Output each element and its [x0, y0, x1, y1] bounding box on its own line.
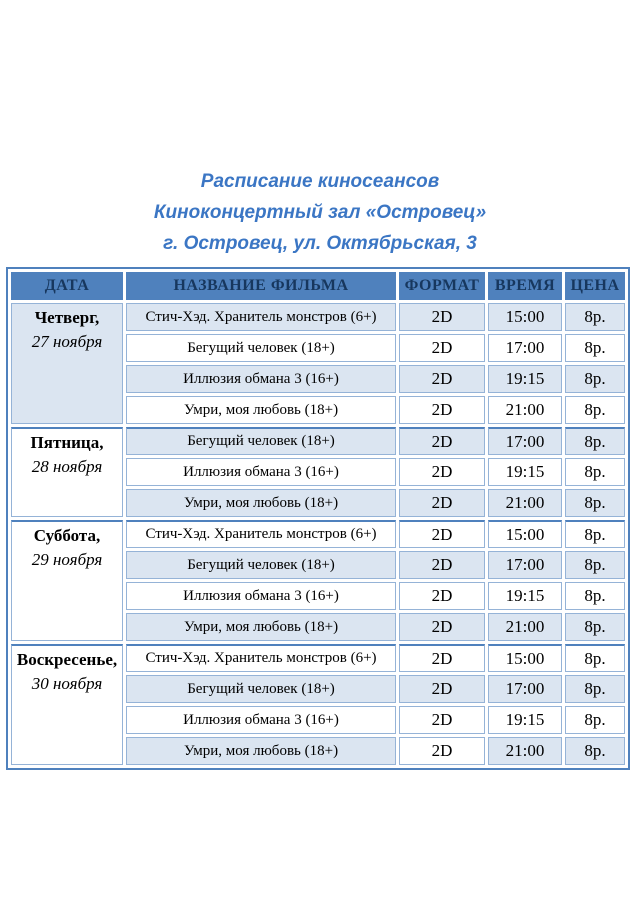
- format-cell: 2D: [399, 365, 485, 393]
- price-cell: 8р.: [565, 396, 625, 424]
- time-cell: 17:00: [488, 551, 562, 579]
- format-cell: 2D: [399, 551, 485, 579]
- price-cell: 8р.: [565, 551, 625, 579]
- film-title-cell: Умри, моя любовь (18+): [126, 737, 396, 765]
- time-cell: 15:00: [488, 644, 562, 672]
- day-date: 29 ноября: [31, 550, 103, 569]
- film-title-cell: Иллюзия обмана 3 (16+): [126, 458, 396, 486]
- column-header-film: НАЗВАНИЕ ФИЛЬМА: [126, 272, 396, 300]
- time-cell: 21:00: [488, 489, 562, 517]
- day-date: 27 ноября: [31, 332, 103, 351]
- film-title-cell: Иллюзия обмана 3 (16+): [126, 582, 396, 610]
- format-cell: 2D: [399, 675, 485, 703]
- day-name: Воскресенье,: [16, 650, 118, 669]
- show-row: [11, 644, 625, 672]
- format-cell: 2D: [399, 644, 485, 672]
- schedule-table-body: [11, 303, 625, 765]
- price-cell: 8р.: [565, 675, 625, 703]
- film-title-cell: Умри, моя любовь (18+): [126, 396, 396, 424]
- price-cell: 8р.: [565, 644, 625, 672]
- time-cell: 19:15: [488, 706, 562, 734]
- time-cell: 19:15: [488, 582, 562, 610]
- film-title-cell: Умри, моя любовь (18+): [126, 489, 396, 517]
- film-title-cell: Умри, моя любовь (18+): [126, 613, 396, 641]
- format-cell: 2D: [399, 520, 485, 548]
- time-cell: 17:00: [488, 675, 562, 703]
- format-cell: 2D: [399, 737, 485, 765]
- title-line-address: г. Островец, ул. Октябрьская, 3: [163, 233, 477, 254]
- time-cell: 19:15: [488, 458, 562, 486]
- time-cell: 15:00: [488, 520, 562, 548]
- format-cell: 2D: [399, 582, 485, 610]
- date-cell: [11, 644, 123, 765]
- show-row: [11, 427, 625, 455]
- date-cell: [11, 303, 123, 424]
- time-cell: 19:15: [488, 365, 562, 393]
- price-cell: 8р.: [565, 582, 625, 610]
- show-row: [11, 303, 625, 331]
- price-cell: 8р.: [565, 520, 625, 548]
- title-line-schedule: Расписание киносеансов: [200, 171, 440, 192]
- format-cell: 2D: [399, 613, 485, 641]
- show-row: [11, 520, 625, 548]
- film-title-cell: Иллюзия обмана 3 (16+): [126, 365, 396, 393]
- price-cell: 8р.: [565, 303, 625, 331]
- film-title-cell: Бегущий человек (18+): [126, 675, 396, 703]
- schedule-table: [6, 267, 630, 770]
- time-cell: 21:00: [488, 396, 562, 424]
- price-cell: 8р.: [565, 706, 625, 734]
- time-cell: 17:00: [488, 334, 562, 362]
- price-cell: 8р.: [565, 489, 625, 517]
- price-cell: 8р.: [565, 427, 625, 455]
- time-cell: 21:00: [488, 613, 562, 641]
- film-title-cell: Стич-Хэд. Хранитель монстров (6+): [126, 520, 396, 548]
- film-title-cell: Бегущий человек (18+): [126, 551, 396, 579]
- format-cell: 2D: [399, 334, 485, 362]
- price-cell: 8р.: [565, 613, 625, 641]
- film-title-cell: Стич-Хэд. Хранитель монстров (6+): [126, 303, 396, 331]
- date-cell: [11, 427, 123, 517]
- film-title-cell: Иллюзия обмана 3 (16+): [126, 706, 396, 734]
- film-title-cell: Бегущий человек (18+): [126, 427, 396, 455]
- column-header-time: ВРЕМЯ: [488, 272, 562, 300]
- day-date: 28 ноября: [31, 457, 103, 476]
- day-name: Суббота,: [33, 526, 101, 545]
- price-cell: 8р.: [565, 334, 625, 362]
- format-cell: 2D: [399, 303, 485, 331]
- column-header-date: ДАТА: [11, 272, 123, 300]
- column-header-price: ЦЕНА: [565, 272, 625, 300]
- schedule-table-header: [11, 272, 625, 300]
- price-cell: 8р.: [565, 737, 625, 765]
- day-name: Пятница,: [30, 433, 104, 452]
- date-cell: [11, 520, 123, 641]
- time-cell: 17:00: [488, 427, 562, 455]
- format-cell: 2D: [399, 489, 485, 517]
- page-title: [50, 166, 590, 259]
- format-cell: 2D: [399, 396, 485, 424]
- format-cell: 2D: [399, 458, 485, 486]
- day-name: Четверг,: [34, 308, 100, 327]
- format-cell: 2D: [399, 706, 485, 734]
- format-cell: 2D: [399, 427, 485, 455]
- film-title-cell: Бегущий человек (18+): [126, 334, 396, 362]
- time-cell: 15:00: [488, 303, 562, 331]
- film-title-cell: Стич-Хэд. Хранитель монстров (6+): [126, 644, 396, 672]
- header-row: [11, 272, 625, 300]
- column-header-format: ФОРМАТ: [399, 272, 485, 300]
- price-cell: 8р.: [565, 365, 625, 393]
- price-cell: 8р.: [565, 458, 625, 486]
- day-date: 30 ноября: [31, 674, 103, 693]
- title-line-venue: Киноконцертный зал «Островец»: [153, 202, 487, 223]
- time-cell: 21:00: [488, 737, 562, 765]
